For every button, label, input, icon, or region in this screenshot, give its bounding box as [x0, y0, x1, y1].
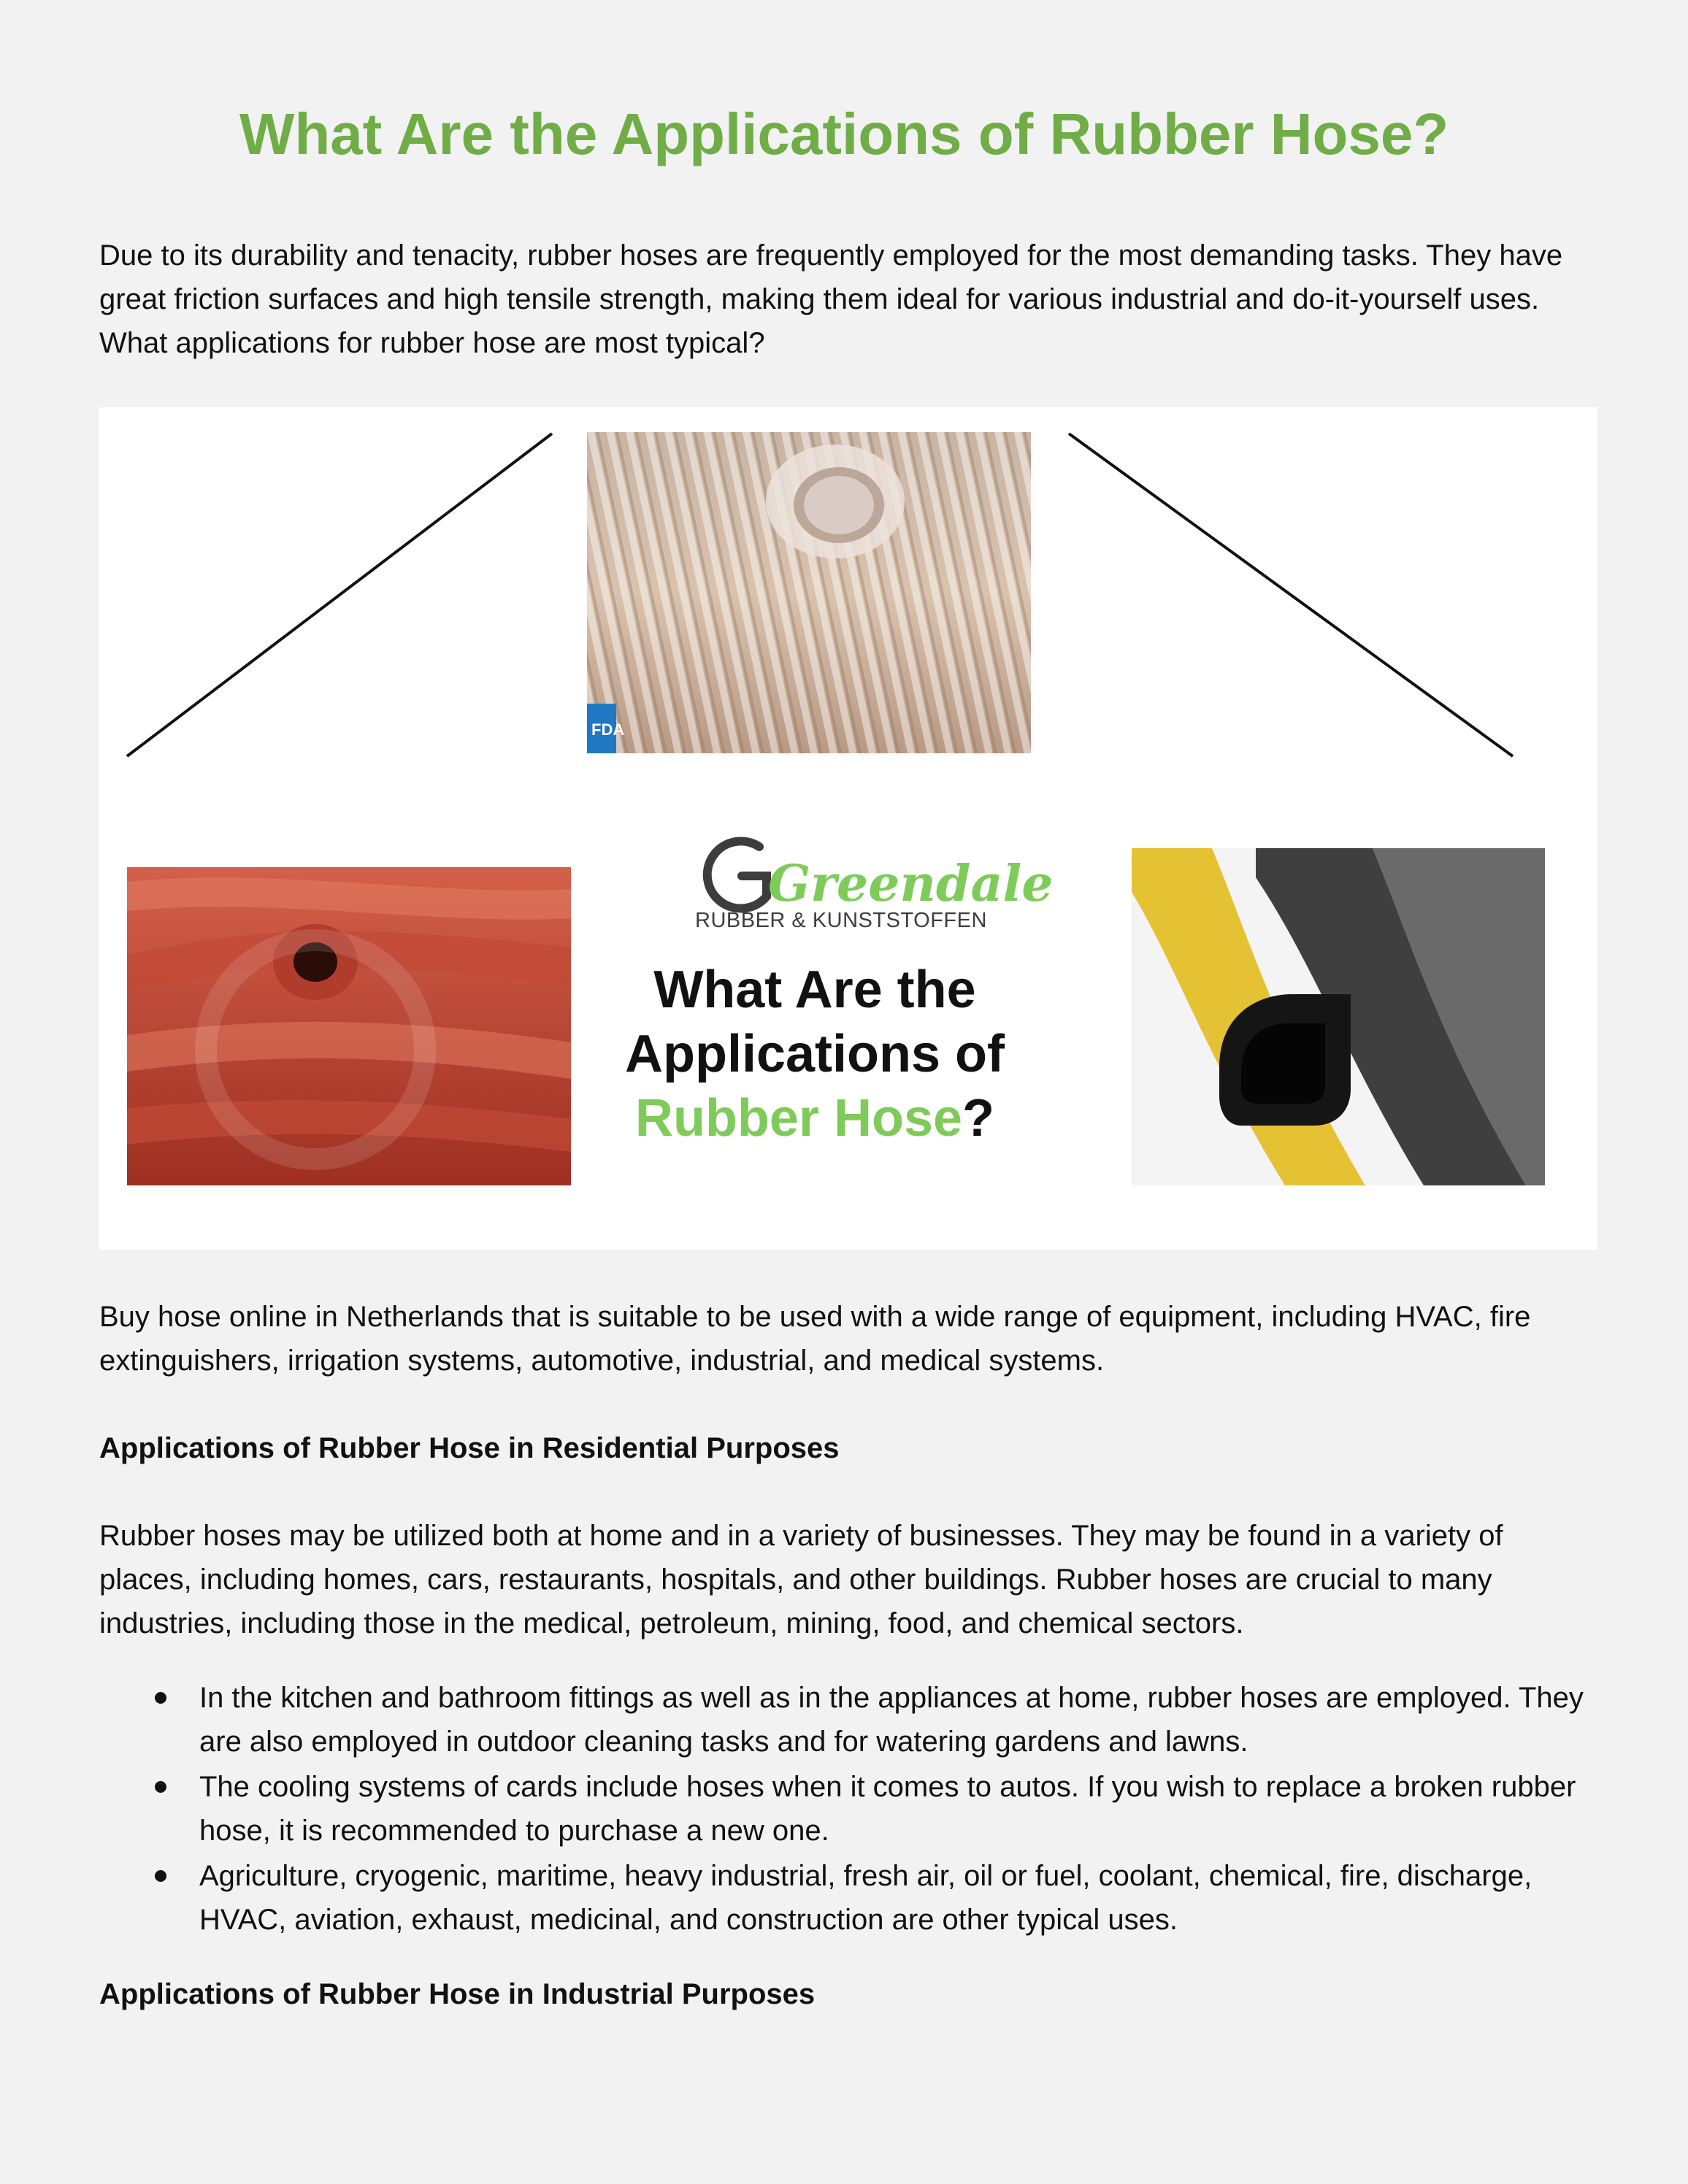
- page-title: What Are the Applications of Rubber Hose?: [239, 101, 1449, 166]
- banner-headline-mark: ?: [962, 1089, 995, 1147]
- brand-name-text: Greendale: [768, 855, 1054, 913]
- connector-line-left: [127, 434, 552, 756]
- buy-paragraph: Buy hose online in Netherlands that is suitable to be used with a wide range of equipment, including HVAC, fire extinguishers, irrigation systems, automotive, industrial, and medical systems.: [99, 1301, 1531, 1377]
- clear-spiral-hose-photo: [587, 432, 1031, 753]
- list-item-text: The cooling systems of cards include hoses when it comes to autos. If you wish to replace a broken rubber hose, it is recommended to purchase a new one.: [199, 1771, 1576, 1847]
- red-silicone-hose-photo: [127, 867, 571, 1185]
- rubber-seal-profile-photo: [1132, 848, 1545, 1185]
- brand-logo-mark: [694, 827, 1054, 922]
- list-item-text: In the kitchen and bathroom fittings as well as in the appliances at home, rubber hoses are employed. They are also employed in outdoor cleaning tasks and for watering gardens and lawns.: [199, 1682, 1584, 1758]
- banner-headline-green: Rubber Hose: [634, 1089, 963, 1147]
- intro-paragraph: Due to its durability and tenacity, rubber hoses are frequently employed for the most demanding tasks. They have great friction surfaces and high tensile strength, making them ideal for various industrial and do-it-yourself uses. What applications for rubber hose are most typical?: [99, 239, 1563, 359]
- residential-bullet-list: [99, 1676, 1596, 1943]
- residential-heading: Applications of Rubber Hose in Residential Purposes: [99, 1432, 840, 1464]
- banner-image: [99, 407, 1597, 1250]
- bullet-icon: [155, 1870, 166, 1882]
- fda-badge-label: FDA: [591, 720, 625, 739]
- bullet-icon: [155, 1692, 166, 1704]
- banner-headline: [596, 958, 1034, 1150]
- connector-line-right: [1069, 434, 1513, 756]
- list-item: [99, 1854, 1596, 1942]
- banner-headline-line3: [596, 1086, 1034, 1150]
- list-item: [99, 1676, 1596, 1764]
- bullet-icon: [155, 1781, 166, 1793]
- industrial-heading: Applications of Rubber Hose in Industrial Purposes: [99, 1978, 816, 2010]
- banner-headline-line2: Applications of: [625, 1025, 1005, 1083]
- banner-headline-line1: What Are the: [653, 961, 976, 1019]
- list-item: [99, 1765, 1596, 1853]
- residential-paragraph: Rubber hoses may be utilized both at home and in a variety of businesses. They may be found in a variety of places, including homes, cars, restaurants, hospitals, and other buildings. Rubber hoses are crucial to many industries, including those in the medical, petroleum, mining, food, and chemical sectors.: [99, 1520, 1503, 1639]
- list-item-text: Agriculture, cryogenic, maritime, heavy industrial, fresh air, oil or fuel, coolant, chemical, fire, discharge, HVAC, aviation, exhaust, medicinal, and construction are other typical uses.: [199, 1860, 1532, 1936]
- brand-tagline: RUBBER & KUNSTSTOFFEN: [695, 909, 987, 932]
